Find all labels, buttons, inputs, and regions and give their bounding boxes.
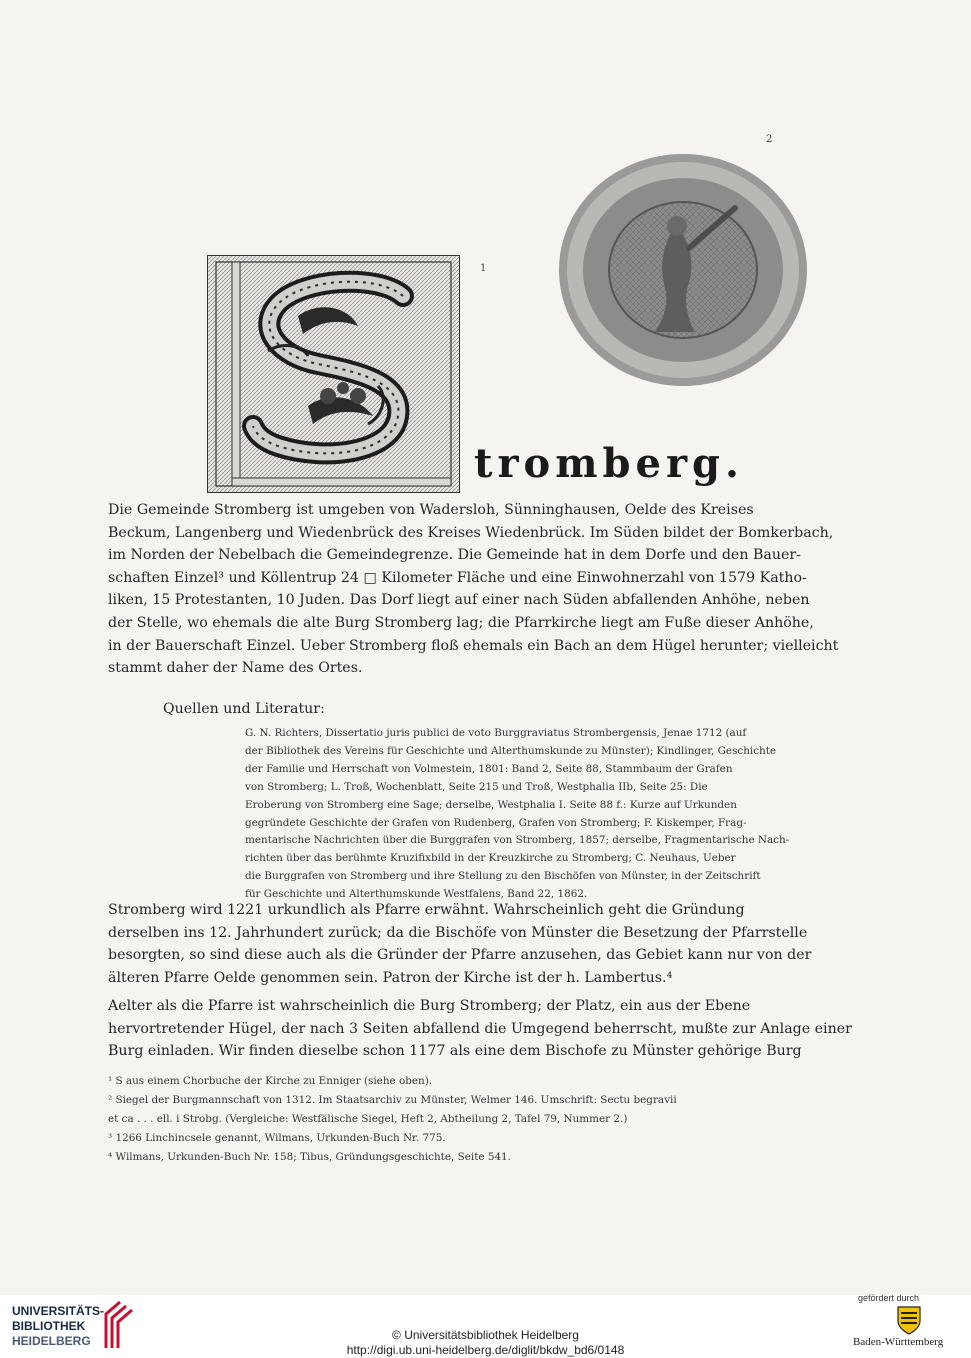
text-line: Stromberg wird 1221 urkundlich als Pfarre erwähnt. Wahrscheinlich geht die Gründung: [108, 902, 745, 918]
literature-list: [245, 725, 811, 904]
sponsor-name[interactable]: Baden-Württemberg: [853, 1336, 944, 1348]
literature-line: Eroberung von Stromberg eine Sage; derselbe, Westphalia I. Seite 88 f.: Kurze auf Urkunden: [245, 798, 737, 811]
footnote: ³ 1266 Linchincsele genannt, Wilmans, Urkunden-Buch Nr. 775.: [108, 1132, 446, 1144]
text-line: Beckum, Langenberg und Wiedenbrück des Kreises Wiedenbrück. Im Süden bildet der Bomkerbach,: [108, 524, 834, 541]
paragraph-parish: [108, 899, 811, 989]
seal-icon: [555, 148, 812, 390]
text-line: besorgten, so sind diese auch als die Gründer der Pfarre anzusehen, das Gebiet kann nur von der: [108, 947, 812, 964]
decorated-initial-s: [207, 255, 460, 493]
footnote: ⁴ Wilmans, Urkunden-Buch Nr. 158; Tibus, Gründungsgeschichte, Seite 541.: [108, 1151, 511, 1163]
paragraph-castle: [108, 995, 852, 1063]
text-line: stammt daher der Name des Ortes.: [108, 660, 363, 677]
literature-line: der Familie und Herrschaft von Volmestein, 1801: Band 2, Seite 88, Stammbaum der Grafen: [245, 762, 733, 775]
copyright-text: © Universitätsbibliothek Heidelberg: [392, 1328, 579, 1342]
sources-heading: Quellen und Literatur:: [163, 701, 325, 717]
text-line: Aelter als die Pfarre ist wahrscheinlich die Burg Stromberg; der Platz, ein aus der Ebene: [108, 998, 751, 1014]
text-line: Die Gemeinde Stromberg ist umgeben von Wadersloh, Sünninghausen, Oelde des Kreises: [108, 502, 754, 518]
footnote: ² Siegel der Burgmannschaft von 1312. Im Staatsarchiv zu Münster, Welmer 146. Umschrift: Sectu begravii: [108, 1094, 677, 1106]
source-url[interactable]: http://digi.ub.uni-heidelberg.de/diglit/bkdw_bd6/0148: [346, 1343, 625, 1357]
footnote: ¹ S aus einem Chorbuche der Kirche zu Enniger (siehe oben).: [108, 1075, 433, 1087]
initial-ornament-icon: [208, 256, 459, 492]
seal-plate-number: 2: [766, 134, 773, 145]
literature-line: für Geschichte und Alterthumskunde Westfalens, Band 22, 1862.: [245, 888, 588, 901]
copyright-block: [0, 1328, 971, 1358]
text-line: der Stelle, wo ehemals die alte Burg Stromberg lag; die Pfarrkirche liegt am Fuße dieser Anhöhe,: [108, 614, 814, 631]
text-line: derselben ins 12. Jahrhundert zurück; da die Bischöfe von Münster die Besetzung der Pfarrstelle: [108, 924, 808, 941]
text-line: Burg einladen. Wir finden dieselbe schon 1177 als eine dem Bischofe zu Münster gehörige Burg: [108, 1043, 802, 1060]
text-line: in der Bauerschaft Einzel. Ueber Stromberg floß ehemals ein Bach an dem Hügel herunter; vielleicht: [108, 637, 839, 654]
seal-image: [555, 148, 812, 390]
ub-line: HEIDELBERG: [12, 1334, 91, 1348]
text-line: liken, 15 Protestanten, 10 Juden. Das Dorf liegt auf einer nach Süden abfallenden Anhöhe, neben: [108, 592, 810, 609]
literature-line: richten über das berühmte Kruzifixbild in der Kreuzkirche zu Stromberg; C. Neuhaus, Ueber: [245, 852, 736, 865]
text-line: im Norden der Nebelbach die Gemeindegrenze. Die Gemeinde hat in dem Dorfe und den Bauer-: [108, 547, 801, 564]
text-line: hervortretender Hügel, der nach 3 Seiten abfallend die Umgegend beherrscht, mußte zur Anlage einer: [108, 1020, 852, 1037]
initial-plate-number: 1: [480, 263, 487, 274]
footnote: et ca . . . ell. i Strobg. (Vergleiche: Westfälische Siegel, Heft 2, Abtheilung 2, Tafel 79, Nummer 2.): [108, 1113, 628, 1125]
paragraph-intro: [108, 499, 839, 680]
sponsor-label: gefördert durch: [858, 1293, 920, 1303]
literature-line: G. N. Richters, Dissertatio juris publici de voto Burggraviatus Strombergensis, Jenae 1712 (auf: [245, 727, 747, 739]
literature-line: mentarische Nachrichten über die Burggrafen von Stromberg, 1857; derselbe, Fragmentarische Nach-: [245, 834, 790, 847]
literature-line: die Burggrafen von Stromberg und ihre Stellung zu den Bischöfen von Münster, in der Zeitschrift: [245, 870, 761, 883]
literature-line: gegründete Geschichte der Grafen von Rudenberg, Grafen von Stromberg; F. Kiskemper, Frag-: [245, 816, 747, 829]
ub-line: BIBLIOTHEK: [12, 1319, 86, 1333]
page-title: tromberg.: [474, 440, 744, 487]
literature-line: der Bibliothek des Vereins für Geschichte und Alterthumskunde zu Münster); Kindlinger, Geschichte: [245, 744, 777, 757]
footnotes: [108, 1072, 811, 1167]
literature-line: von Stromberg; L. Troß, Wochenblatt, Seite 215 und Troß, Westphalia IIb, Seite 25: Die: [245, 780, 708, 793]
ub-line: UNIVERSITÄTS-: [12, 1304, 105, 1318]
text-line: älteren Pfarre Oelde genommen sein. Patron der Kirche ist der h. Lambertus.⁴: [108, 969, 673, 986]
text-line: schaften Einzel³ und Köllentrup 24 □ Kilometer Fläche und eine Einwohnerzahl von 1579 Katho-: [108, 569, 807, 586]
baden-wuerttemberg-crest-icon: [896, 1305, 922, 1335]
